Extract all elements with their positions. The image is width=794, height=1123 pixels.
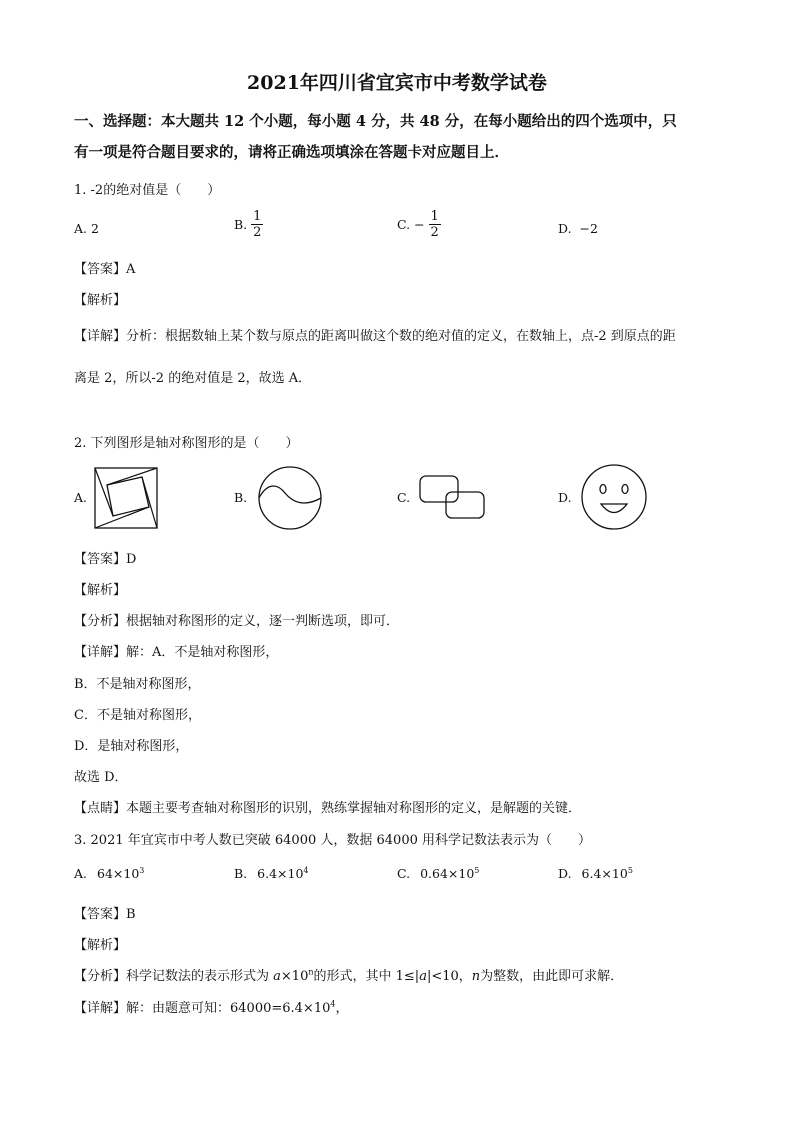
q3-option-a-label: A. (74, 866, 88, 881)
q2-fenxi: 【分析】根据轴对称图形的定义，逐一判断选项，即可． (74, 614, 400, 629)
q3-option-c-base: 0.64×10 (420, 866, 475, 881)
q3-stem: 3. 2021 年宜宾市中考人数已突破 64000 人，数据 64000 用科学记数法表示为（ ） (74, 833, 591, 848)
q1-stem: 1. -2的绝对值是（ ） (74, 183, 221, 198)
q1-option-c-fraction (429, 209, 441, 240)
q2-figure-b-yin-yang-circle (255, 465, 325, 531)
q2-figure-a-square-pinwheel (93, 466, 163, 530)
q3-fenxi-var-n-exp: n (308, 967, 314, 977)
q3-fenxi (74, 965, 623, 984)
q3-option-c-exp: 5 (474, 865, 480, 875)
q1-option-c (397, 209, 441, 240)
q3-option-a (74, 866, 144, 881)
q1-option-b-denominator: 2 (253, 225, 262, 240)
q1-option-b-fraction (251, 209, 263, 240)
q3-option-b-base: 6.4×10 (257, 866, 304, 881)
q1-answer: 【答案】A (74, 262, 136, 277)
q3-analysis-label: 【解析】 (74, 938, 127, 953)
q3-answer: 【答案】B (74, 907, 136, 922)
q2-figure-d-smiley-face (579, 463, 649, 531)
q3-option-c (397, 866, 479, 881)
q1-option-d (558, 221, 598, 236)
q3-detail (74, 997, 348, 1016)
q1-option-d-label: D. (558, 221, 572, 236)
q2-option-b-label: B. (234, 490, 248, 505)
q2-stem: 2. 下列图形是轴对称图形的是（ ） (74, 436, 299, 451)
q1-option-c-numerator: 1 (430, 209, 439, 224)
q3-fenxi-rest: |<10， (426, 969, 472, 984)
q1-option-d-value: −2 (579, 221, 598, 236)
q2-figure-c-chain-links (418, 472, 488, 524)
q1-analysis-label: 【解析】 (74, 293, 127, 308)
q1-option-b-numerator: 1 (253, 209, 262, 224)
q2-detail-line5: 故选 D． (74, 770, 128, 785)
q2-option-a-label: A. (74, 490, 88, 505)
q2-answer: 【答案】D (74, 552, 137, 567)
q3-option-b (234, 866, 309, 881)
q1-option-b (234, 209, 263, 240)
q3-fenxi-end: 为整数，由此即可求解． (480, 969, 624, 984)
page-title: 2021年四川省宜宾市中考数学试卷 (247, 72, 547, 94)
q3-option-d (558, 866, 633, 881)
q1-detail-line2: 离是 2，所以-2 的绝对值是 2，故选 A． (74, 371, 312, 386)
q3-option-d-base: 6.4×10 (581, 866, 628, 881)
q3-fenxi-var-n2: n (471, 969, 481, 984)
q3-detail-pre: 【详解】解：由题意可知：64000=6.4×10 (74, 1001, 331, 1016)
q3-fenxi-var-a2: a (419, 969, 427, 984)
q3-option-c-label: C. (397, 866, 411, 881)
q3-option-d-label: D. (558, 866, 572, 881)
q2-analysis-label: 【解析】 (74, 583, 127, 598)
section-heading-line2: 有一项是符合题目要求的，请将正确选项填涂在答题卡对应题目上． (74, 144, 509, 161)
q1-option-c-sign: − (414, 217, 425, 232)
q2-dianjing: 【点睛】本题主要考查轴对称图形的识别，熟练掌握轴对称图形的定义，是解题的关键． (74, 801, 582, 816)
q1-detail-line1: 【详解】分析：根据数轴上某个数与原点的距离叫做这个数的绝对值的定义，在数轴上，点-2 到原点的距 (74, 329, 676, 344)
q2-detail-line1: 【详解】解：A．不是轴对称图形， (74, 645, 279, 660)
q3-fenxi-mid: 的形式，其中 1≤| (313, 969, 420, 984)
q1-option-c-denominator: 2 (430, 225, 439, 240)
q1-option-a: A. 2 (74, 221, 99, 236)
q3-option-b-label: B. (234, 866, 248, 881)
q3-fenxi-mul: ×10 (280, 969, 309, 984)
q1-option-c-label: C. (397, 217, 411, 232)
q3-fenxi-var-a: a (273, 969, 281, 984)
section-heading-line1: 一、选择题：本大题共 12 个小题，每小题 4 分，共 48 分，在每小题给出的四个选项中，只 (74, 113, 677, 130)
q3-option-b-exp: 4 (303, 865, 309, 875)
q3-option-a-exp: 3 (139, 865, 145, 875)
q3-option-d-exp: 5 (627, 865, 633, 875)
q2-detail-line3: C．不是轴对称图形， (74, 708, 201, 723)
q3-detail-end: ， (335, 1001, 349, 1016)
q2-option-c-label: C. (397, 490, 411, 505)
q3-detail-exp: 4 (330, 999, 336, 1009)
q2-option-d-label: D. (558, 490, 572, 505)
q3-fenxi-pre: 【分析】科学记数法的表示形式为 (74, 969, 274, 984)
q3-option-a-base: 64×10 (97, 866, 140, 881)
q2-detail-line4: D．是轴对称图形， (74, 739, 189, 754)
q2-detail-line2: B．不是轴对称图形， (74, 677, 201, 692)
q1-option-b-label: B. (234, 217, 248, 232)
